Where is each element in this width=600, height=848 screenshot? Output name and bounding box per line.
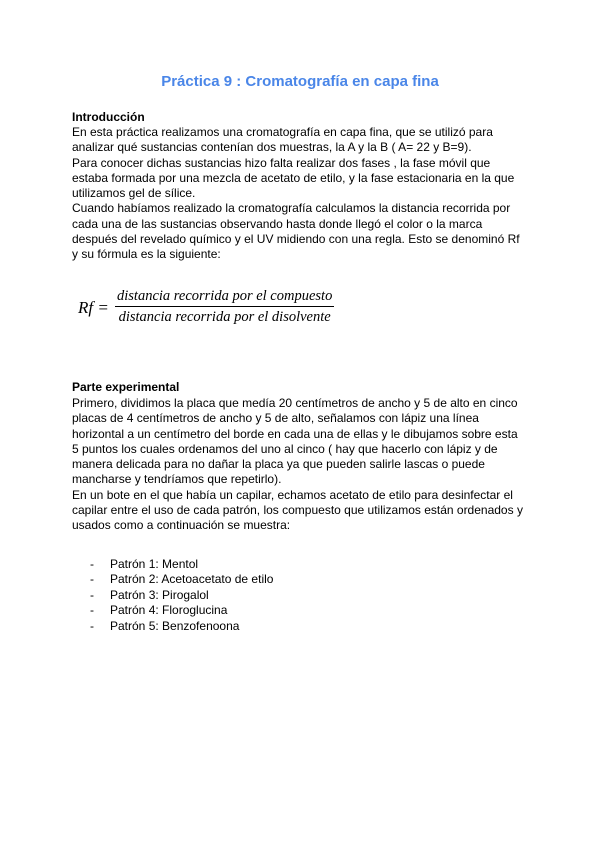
experimental-line: En un bote en el que había un capilar, echamos acetato de etilo para desinfectar el xyxy=(72,487,513,502)
experimental-paragraph xyxy=(72,396,534,534)
fraction-bar xyxy=(115,306,334,307)
list-bullet: - xyxy=(90,587,94,602)
list-item xyxy=(90,572,273,587)
list-item-text: Patrón 1: Mentol xyxy=(110,557,199,571)
list-bullet: - xyxy=(90,618,94,633)
intro-line: analizar qué sustancias contenían dos muestras, la A y la B ( A= 22 y B=9). xyxy=(72,140,472,155)
formula-lhs: Rf = xyxy=(78,298,109,317)
list-item-text: Patrón 2: Acetoacetato de etilo xyxy=(110,572,274,587)
intro-line: y su fórmula es la siguiente: xyxy=(72,247,221,262)
rf-formula xyxy=(78,287,378,331)
intro-line: En esta práctica realizamos una cromatografía en capa fina, que se utilizó para xyxy=(72,125,493,139)
list-item-text: Patrón 3: Pirogalol xyxy=(110,587,209,602)
intro-heading: Introducción xyxy=(72,110,145,124)
list-bullet: - xyxy=(90,557,94,571)
intro-line: Cuando habíamos realizado la cromatografía calculamos la distancia recorrida por xyxy=(72,201,511,216)
list-item-text: Patrón 5: Benzofenoona xyxy=(110,618,240,633)
experimental-line: horizontal a un centímetro del borde en cada una de ellas y le dibujamos sobre esta xyxy=(72,426,518,441)
experimental-line: mancharse y tendríamos que repetirlo). xyxy=(72,472,282,487)
experimental-line: 5 puntos los cuales ordenamos del uno al cinco ( hay que hacerlo con lápiz y de xyxy=(72,441,498,456)
intro-line: cada una de las sustancias observando hasta donde llegó el color o la marca xyxy=(72,216,483,231)
formula-denominator: distancia recorrida por el disolvente xyxy=(118,309,331,325)
list-item xyxy=(90,619,273,634)
list-item xyxy=(90,603,273,618)
experimental-line: placas de 4 centímetros de ancho y 5 de alto, señalamos con lápiz una línea xyxy=(72,411,479,426)
intro-line: estaba formada por una mezcla de acetato de etilo, y la fase estacionaria en la que xyxy=(72,170,515,185)
intro-line: utilizamos gel de sílice. xyxy=(72,186,196,201)
formula-numerator: distancia recorrida por el compuesto xyxy=(117,288,333,304)
list-bullet: - xyxy=(90,603,94,618)
intro-line: Para conocer dichas sustancias hizo falta realizar dos fases , la fase móvil que xyxy=(72,155,491,170)
list-item-text: Patrón 4: Floroglucina xyxy=(110,603,228,618)
patterns-list xyxy=(90,557,273,634)
experimental-line: manera delicada para no dañar la placa ya que pueden salirle lascas o puede xyxy=(72,457,485,472)
experimental-heading: Parte experimental xyxy=(72,380,180,394)
experimental-line: capilar entre el uso de cada patrón, los compuesto que utilizamos están ordenados y xyxy=(72,503,523,518)
intro-paragraph xyxy=(72,125,534,263)
page-title: Práctica 9 : Cromatografía en capa fina xyxy=(161,73,439,90)
formula-fraction xyxy=(115,287,334,326)
experimental-line: usados como a continuación se muestra: xyxy=(72,518,291,533)
intro-line: después del revelado químico y el UV midiendo con una regla. Esto se denominó Rf xyxy=(72,232,520,247)
experimental-line: Primero, dividimos la placa que medía 20 centímetros de ancho y 5 de alto en cinco xyxy=(72,396,518,410)
list-item xyxy=(90,557,273,572)
list-bullet: - xyxy=(90,572,94,587)
list-item xyxy=(90,588,273,603)
